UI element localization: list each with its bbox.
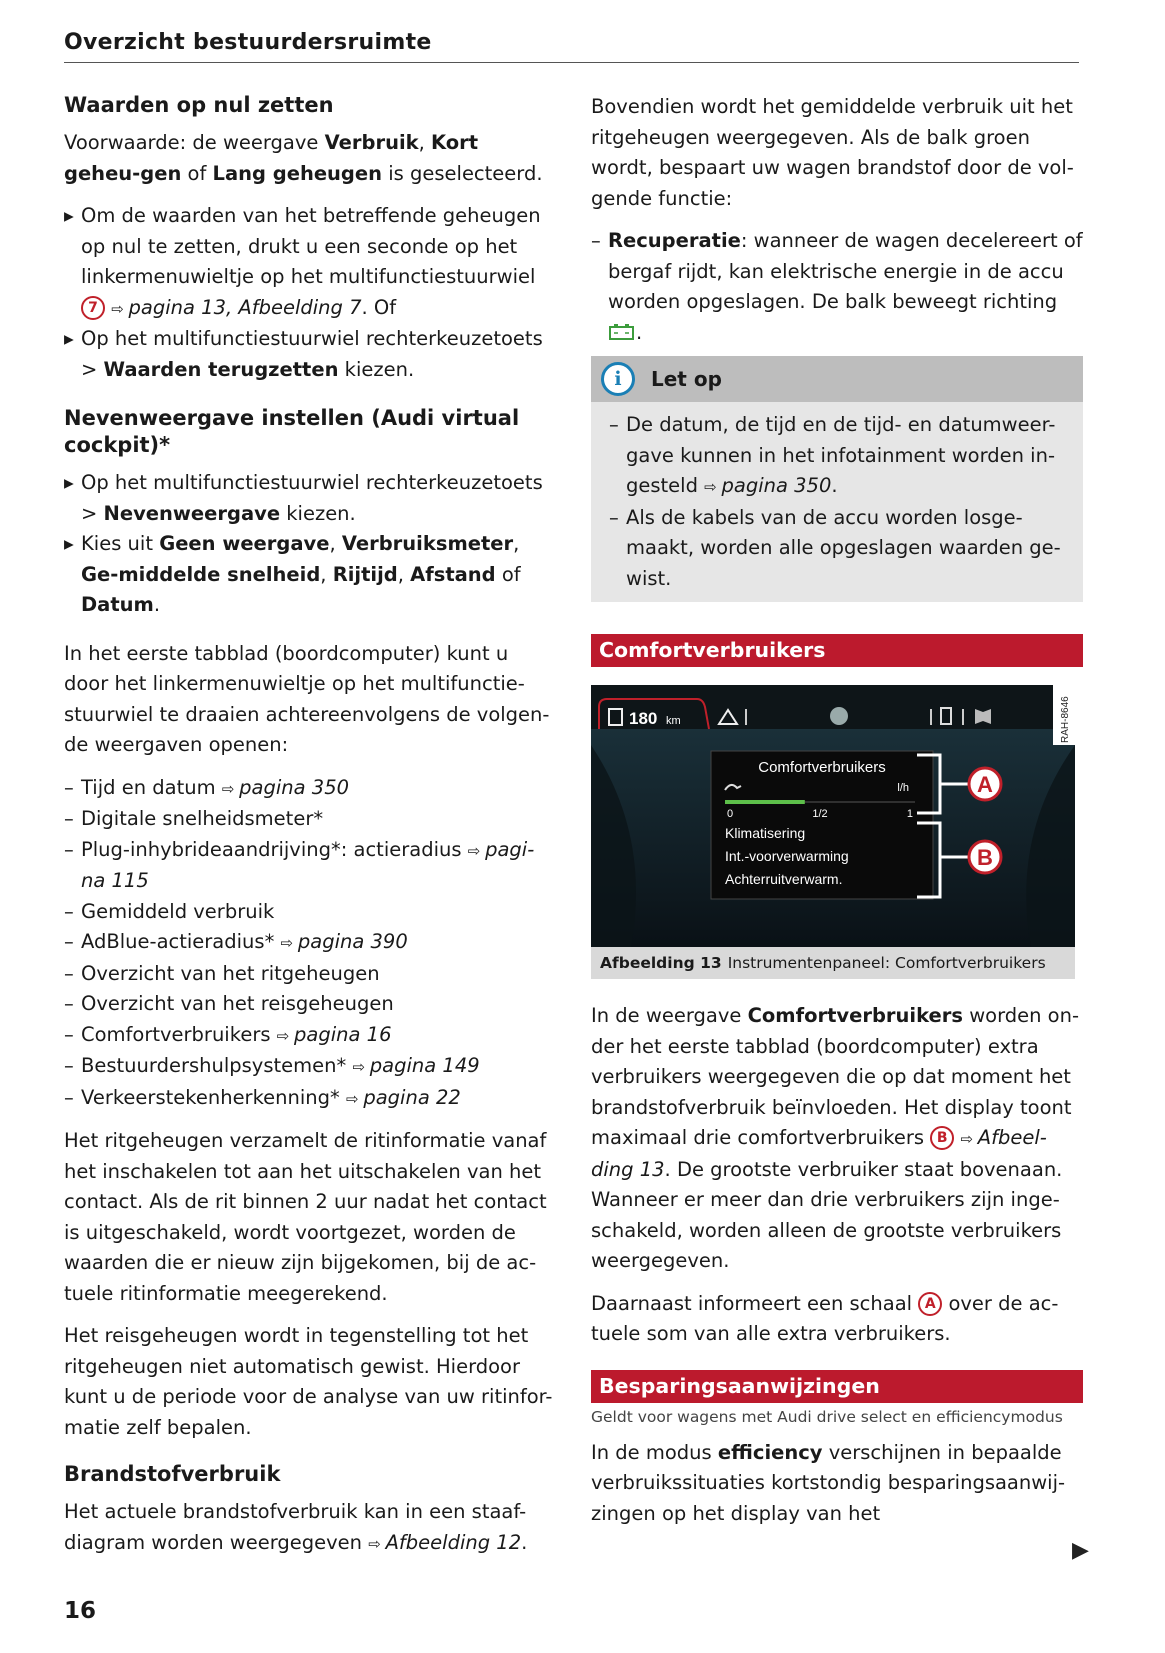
reset-precondition: Voorwaarde: de weergave Verbruik, Kort geheu-gen of Lang geheugen is geselecteerd. [64,131,543,185]
trip-memory-paragraph: Het ritgeheugen verzamelt de ritinformatie vanaf het inschakelen tot aan het uitschakelen van het contact. Als de rit binnen 2 uur nadat het contact is uitgeschakeld, wordt voortgezet, worden de waarden die er nieuw zijn bijgekomen, bij de ac-tuele ritinformatie meegerekend. [64,1129,547,1305]
reset-step-1: ▸ Om de waarden van het betreffende geheugen op nul te zetten, drukt u een seconde op het linkermenuwieltje op het multifunctiestuurwiel 7 ⇨ pagina 13, Afbeelding 7. Of [64,201,556,324]
consumer-item: Klimatisering [725,825,806,841]
travel-memory-paragraph: Het reisgeheugen wordt in tegenstelling tot het ritgeheugen niet automatisch gewist. Hierdoor kunt u de periode voor de analyse van uw ritinfor-matie zelf bepalen. [64,1324,553,1439]
callout-b: B [977,845,993,870]
list-item: – Tijd en datum ⇨ pagina 350 [64,773,556,805]
cluster-image [591,685,1075,947]
scale-label: 0 [727,808,734,820]
heading-reset: Waarden op nul zetten [64,93,334,117]
scale-unit: l/h [897,782,909,794]
reset-step-2: ▸ Op het multifunctiestuurwiel rechterkeuzetoets > Waarden terugzetten kiezen. [64,324,556,385]
range-value: 180 [629,709,658,728]
page-header: Overzicht bestuurdersruimte [64,30,432,55]
list-item: – Comfortverbruikers ⇨ pagina 16 [64,1020,556,1052]
tab-paragraph: In het eerste tabblad (boordcomputer) kunt u door het linkermenuwieltje op het multifunctie-stuurwiel te draaien achtereenvolgens de volgen-de weergaven openen: [64,641,550,756]
list-item: – Digitale snelheidsmeter* [64,804,556,835]
list-item: – Overzicht van het reisgeheugen [64,989,556,1020]
heading-fuel: Brandstofverbruik [64,1462,281,1486]
list-item: – Gemiddeld verbruik [64,897,556,928]
panel-title: Comfortverbruikers [758,759,886,776]
right-column [591,92,1083,1541]
heading-side-display: Nevenweergave instellen (Audi virtual cockpit)* [64,406,520,457]
consumer-item: Int.-voorverwarming [725,848,849,864]
list-item: – Plug-inhybrideaandrijving*: actieradius ⇨ pagi-na 115 [64,835,556,897]
globe-icon [830,707,848,725]
section-savings: Besparingsaanwijzingen [591,1370,1083,1403]
note-box [591,356,1083,602]
page-number: 16 [64,1598,97,1624]
header-rule [64,62,1079,63]
savings-paragraph: In de modus efficiency verschijnen in bepaalde verbruikssituaties kortstondig besparingsaanwij-zingen op het display van het [591,1440,1066,1525]
figure-code: RAH-8646 [1060,696,1071,743]
battery-icon [608,323,636,341]
avg-consumption-paragraph: Bovendien wordt het gemiddelde verbruik uit het ritgeheugen weergegeven. Als de balk groen wordt, bespaart uw wagen brandstof door de vol-gende functie: [591,95,1074,210]
note-item: – Als de kabels van de accu worden losge-maakt, worden alle opgeslagen waarden ge-wist. [609,503,1065,595]
link-reference[interactable]: ⇨ pagina 13, Afbeelding 7 [111,296,361,319]
callout-b-icon: B [930,1126,954,1150]
consumer-item: Achterruitverwarm. [725,871,843,887]
note-header [591,356,1083,402]
fuel-paragraph: Het actuele brandstofverbruik kan in een staaf-diagram worden weergegeven ⇨ Afbeelding 12. [64,1497,556,1559]
figure-caption: Afbeelding 13 Instrumentenpaneel: Comfortverbruikers [591,947,1075,979]
callout-a-icon: A [918,1292,942,1316]
display-list [64,773,556,1115]
scale-label: 1 [906,808,913,820]
section-subtitle: Geldt voor wagens met Audi drive select en efficiencymodus [591,1407,1063,1426]
list-item: – Overzicht van het ritgeheugen [64,959,556,990]
callout-7-icon: 7 [81,296,105,320]
scale-label: 1/2 [812,808,828,820]
info-icon: i [601,362,635,396]
comfort-paragraph: In de weergave Comfortverbruikers worden on-der het eerste tabblad (boordcomputer) extra verbruikers weergegeven die op dat moment het brandstofverbruik beïnvloeden. Het display toont maximaal drie comfortverbruikers B ⇨ Afbeel-ding 13. De grootste verbruiker staat bovenaan. Wanneer er meer dan drie verbruikers zijn inge-schakeld, worden alleen de grootste verbruikers weergegeven. [591,1001,1083,1277]
list-item: – Bestuurdershulpsystemen* ⇨ pagina 149 [64,1051,556,1083]
list-item: – AdBlue-actieradius* ⇨ pagina 390 [64,927,556,959]
figure-13 [591,685,1075,979]
recuperation-item: – Recuperatie: wanneer de wagen decelereert of bergaf rijdt, kan elektrische energie in de accu worden opgeslagen. De balk beweegt richting . [591,226,1083,348]
scale-paragraph: Daarnaast informeert een schaal A over de ac-tuele som van alle extra verbruikers. [591,1291,1059,1345]
note-title: Let op [651,366,722,391]
callout-a: A [977,772,993,797]
range-unit: km [666,715,681,727]
continue-arrow-icon: ▶ [1072,1538,1089,1563]
section-comfort: Comfortverbruikers [591,634,1083,667]
note-item: – De datum, de tijd en de tijd- en datumweer-gave kunnen in het infotainment worden in-gesteld ⇨ pagina 350. [609,410,1065,503]
left-column [64,92,556,1571]
side-step-1: ▸ Op het multifunctiestuurwiel rechterkeuzetoets > Nevenweergave kiezen. [64,468,556,529]
list-item: – Verkeerstekenherkenning* ⇨ pagina 22 [64,1083,556,1115]
note-body [591,402,1083,602]
side-step-2: ▸ Kies uit Geen weergave, Verbruiksmeter, Ge-middelde snelheid, Rijtijd, Afstand of Datum. [64,529,556,621]
